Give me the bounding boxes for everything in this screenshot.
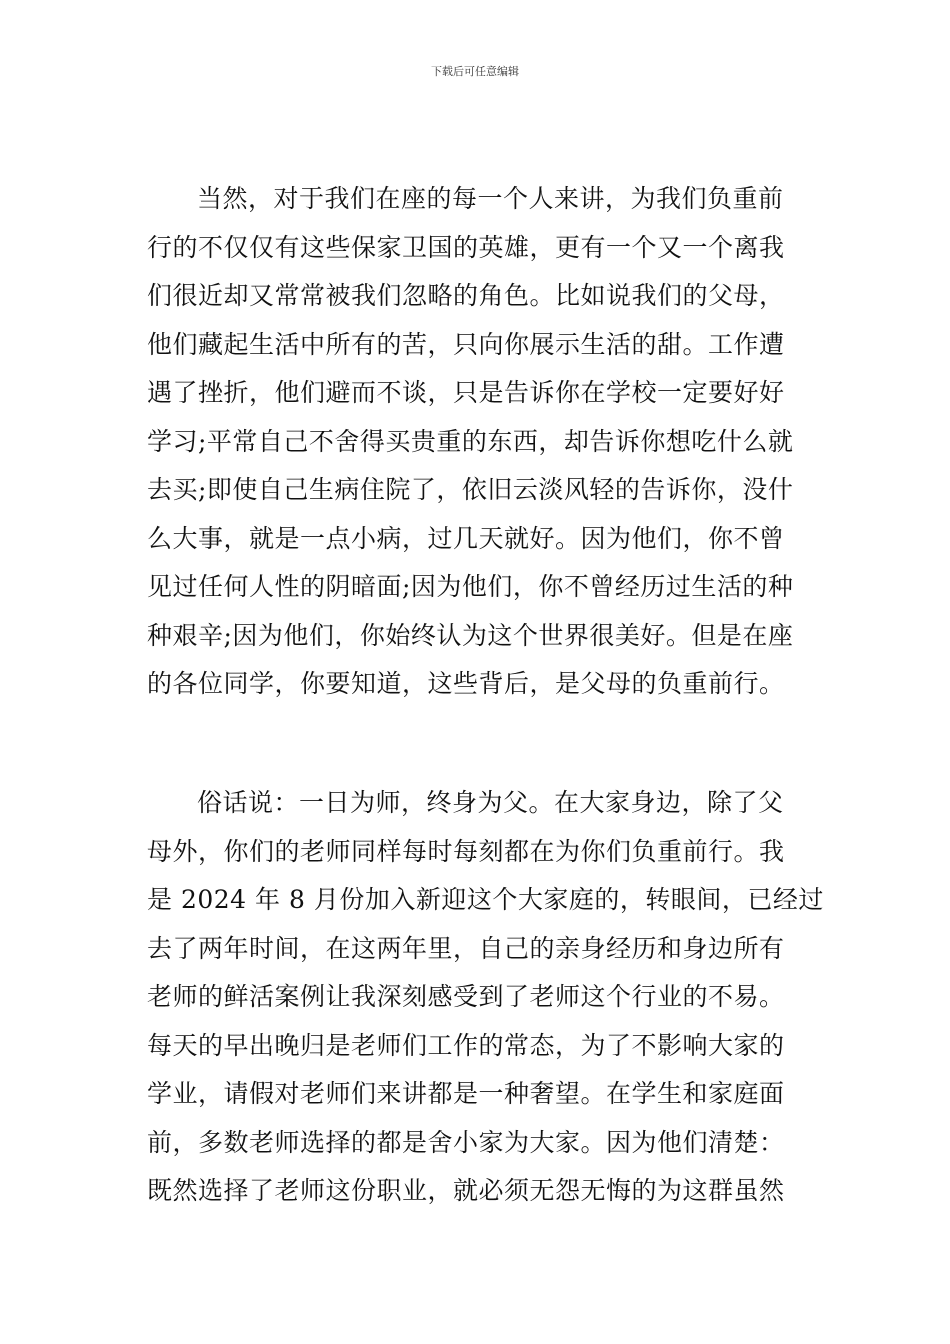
text-line: 每天的早出晚归是老师们工作的常态，为了不影响大家的 xyxy=(147,1030,785,1060)
text-line: 学业，请假对老师们来讲都是一种奢望。在学生和家庭面 xyxy=(147,1079,785,1108)
text-line: 老师的鲜活案例让我深刻感受到了老师这个行业的不易。 xyxy=(147,982,785,1011)
paragraph-teachers xyxy=(147,779,824,1216)
text-line: 去了两年时间，在这两年里，自己的亲身经历和身边所有 xyxy=(147,933,785,963)
text-line: 当然，对于我们在座的每一个人来讲，为我们负重前 xyxy=(197,184,784,213)
text-line: 他们藏起生活中所有的苦，只向你展示生活的甜。工作遭 xyxy=(147,329,785,359)
text-line: 遇了挫折，他们避而不谈，只是告诉你在学校一定要好好 xyxy=(147,378,785,407)
text-line: 俗话说：一日为师，终身为父。在大家身边，除了父 xyxy=(197,788,784,817)
text-line: 前，多数老师选择的都是舍小家为大家。因为他们清楚： xyxy=(147,1127,785,1157)
text-line: 去买;即使自己生病住院了，依旧云淡风轻的告诉你，没什 xyxy=(147,475,794,504)
paragraph-parents xyxy=(147,175,807,709)
text-line: 的各位同学，你要知道，这些背后，是父母的负重前行。 xyxy=(147,669,785,698)
text-line: 行的不仅仅有这些保家卫国的英雄，更有一个又一个离我 xyxy=(147,232,785,262)
text-line: 学习;平常自己不舍得买贵重的东西，却告诉你想吃什么就 xyxy=(147,426,794,456)
text-line: 么大事，就是一点小病，过几天就好。因为他们，你不曾 xyxy=(147,523,785,553)
text-line: 是 2024 年 8 月份加入新迎这个大家庭的，转眼间，已经过 xyxy=(147,885,824,914)
page-header-note: 下载后可任意编辑 xyxy=(431,65,519,78)
text-line: 母外，你们的老师同样每时每刻都在为你们负重前行。我 xyxy=(147,836,785,866)
text-line: 种艰辛;因为他们，你始终认为这个世界很美好。但是在座 xyxy=(147,620,794,650)
text-line: 既然选择了老师这份职业，就必须无怨无悔的为这群虽然 xyxy=(147,1176,785,1205)
text-line: 见过任何人性的阴暗面;因为他们，你不曾经历过生活的种 xyxy=(147,572,794,601)
text-line: 们很近却又常常被我们忽略的角色。比如说我们的父母， xyxy=(147,281,785,310)
